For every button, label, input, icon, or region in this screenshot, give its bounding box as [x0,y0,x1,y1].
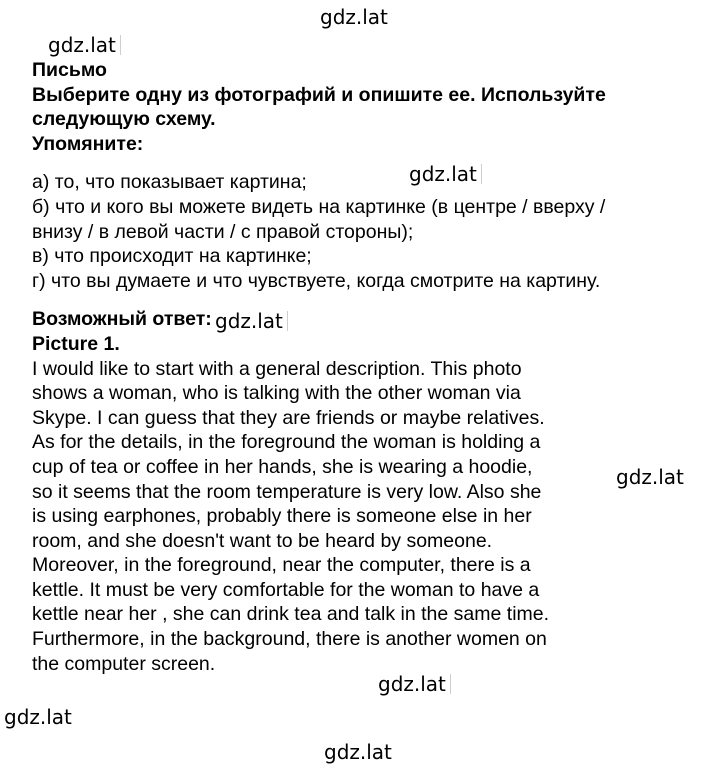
watermark-bottom-left: gdz.lat [4,705,72,729]
watermark-mid-upper: gdz.lat [409,164,482,184]
spacer [32,156,702,170]
answer-line: so it seems that the room temperature is very low. Also she [32,480,542,503]
watermark-mid-left: gdz.lat [215,311,288,331]
answer-line: is using earphones, probably there is someone else in her [32,505,532,528]
answer-line: the computer screen. [32,652,216,675]
watermark-bottom-mid: gdz.lat [378,674,451,694]
answer-line: kettle near her , she can drink tea and talk in the same time. [32,603,550,626]
task-item-a: а) то, что показывает картина; [32,171,307,194]
instruction-line-2: следующую схему. [32,108,216,131]
instruction-line-1: Выберите одну из фотографий и опишите ее. Используйте [32,83,606,106]
answer-line: As for the details, in the foreground the woman is holding a [32,431,541,454]
watermark-bottom: gdz.lat [324,740,392,764]
spacer [32,293,702,307]
task-item-v: в) что происходит на картинке; [32,245,312,268]
answer-line: kettle. It must be very comfortable for the woman to have a [32,578,540,601]
answer-line: Skype. I can guess that they are friends or maybe relatives. [32,406,545,429]
answer-line: Furthermore, in the background, there is another women on [32,628,547,651]
task-item-g: г) что вы думаете и что чувствуете, когда смотрите на картину. [32,269,601,292]
watermark-top: gdz.lat [320,5,388,29]
answer-line: shows a woman, who is talking with the other woman via [32,382,521,405]
watermark-left-top: gdz.lat [48,35,121,55]
task-item-b: б) что и кого вы можете видеть на картинке (в центре / вверху / [32,195,606,218]
answer-line: cup of tea or coffee in her hands, she is wearing a hoodie, [32,455,533,478]
task-item-b-cont: внизу / в левой части / с правой стороны); [32,220,414,243]
picture-title: Picture 1. [32,332,120,355]
answer-line: room, and she doesn't want to be heard by someone. [32,529,493,552]
section-title: Письмо [32,59,107,81]
answer-label: Возможный ответ: [32,308,212,331]
watermark-right: gdz.lat [616,465,684,489]
answer-line: Moreover, in the foreground, near the computer, there is a [32,554,531,577]
document-body [32,58,702,676]
mention-label: Упомяните: [32,132,144,155]
answer-line: I would like to start with a general description. This photo [32,357,522,380]
